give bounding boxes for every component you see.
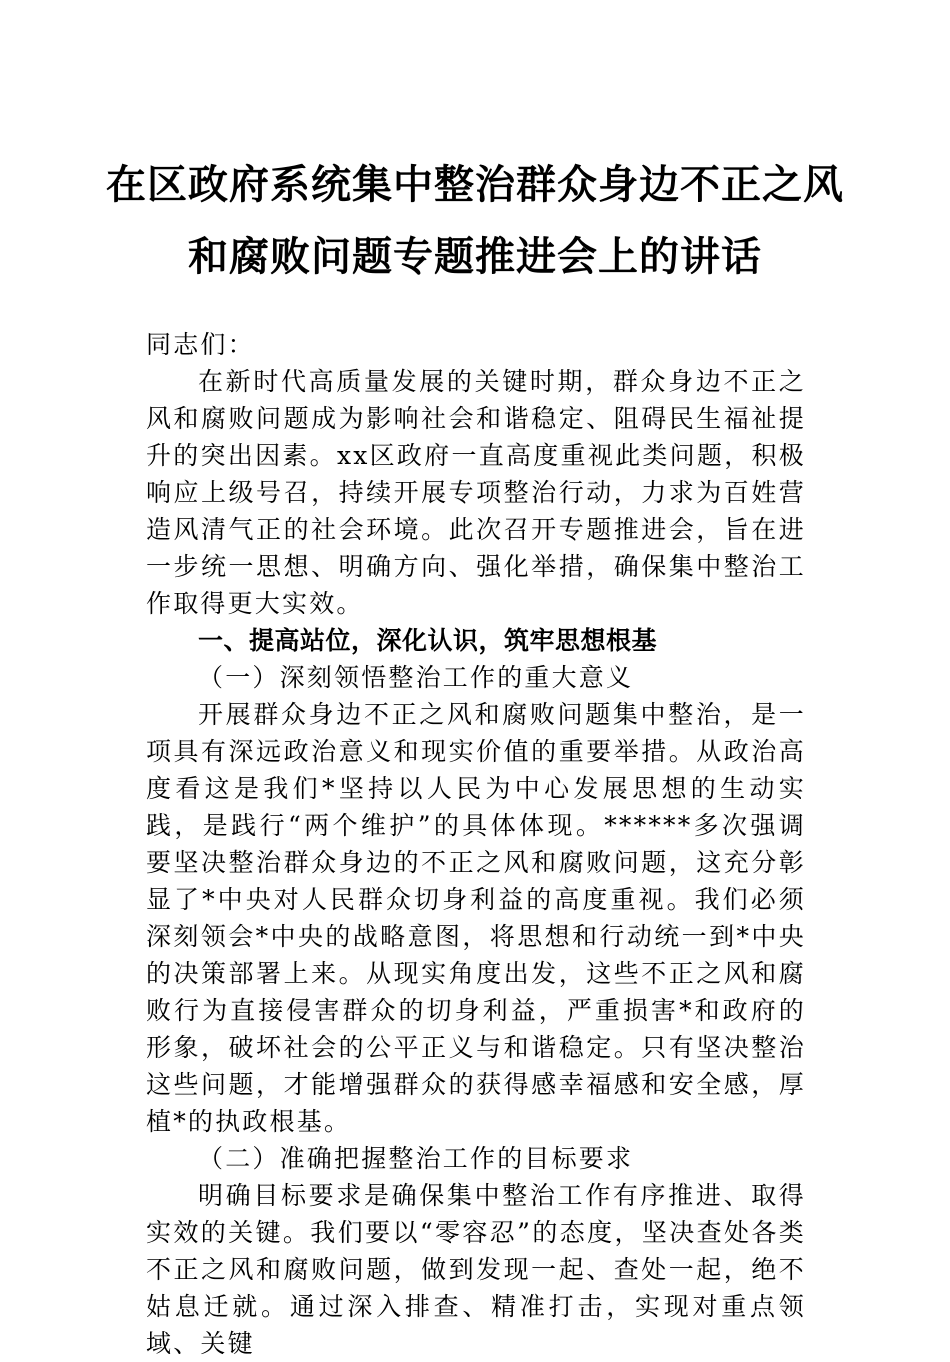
- subsection-2-paragraph: 明确目标要求是确保集中整治工作有序推进、取得实效的关键。我们要以“零容忍”的态度，坚决查处各类不正之风和腐败问题，做到发现一起、查处一起，绝不姑息迁就。通过深入排查、精准打击，实现对重点领域、关键: [146, 1181, 806, 1358]
- intro-paragraph: 在新时代高质量发展的关键时期，群众身边不正之风和腐败问题成为影响社会和谐稳定、阻碍民生福祉提升的突出因素。xx区政府一直高度重视此类问题，积极响应上级号召，持续开展专项整治行动，力求为百姓营造风清气正的社会环境。此次召开专题推进会，旨在进一步统一思想、明确方向、强化举措，确保集中整治工作取得更大实效。: [146, 367, 806, 618]
- document-body: [146, 326, 806, 1362]
- subsection-2-heading: （二）准确把握整治工作的目标要求: [198, 1144, 634, 1173]
- document-title-line-1: 在区政府系统集中整治群众身边不正之风: [106, 161, 844, 208]
- subsection-1-heading: （一）深刻领悟整治工作的重大意义: [198, 663, 634, 692]
- subsection-1-paragraph: 开展群众身边不正之风和腐败问题集中整治，是一项具有深远政治意义和现实价值的重要举措。从政治高度看这是我们*坚持以人民为中心发展思想的生动实践，是践行“两个维护”的具体体现。******多次强调要坚决整治群众身边的不正之风和腐败问题，这充分彰显了*中央对人民群众切身利益的高度重视。我们必须深刻领会*中央的战略意图，将思想和行动统一到*中央的决策部署上来。从现实角度出发，这些不正之风和腐败行为直接侵害群众的切身利益，严重损害*和政府的形象，破坏社会的公平正义与和谐稳定。只有坚决整治这些问题，才能增强群众的获得感幸福感和安全感，厚植*的执政根基。: [146, 700, 806, 1136]
- salutation: 同志们：: [146, 330, 255, 359]
- section-1-heading: 一、提高站位，深化认识，筑牢思想根基: [198, 626, 658, 655]
- document-title-line-2: 和腐败问题专题推进会上的讲话: [188, 233, 762, 280]
